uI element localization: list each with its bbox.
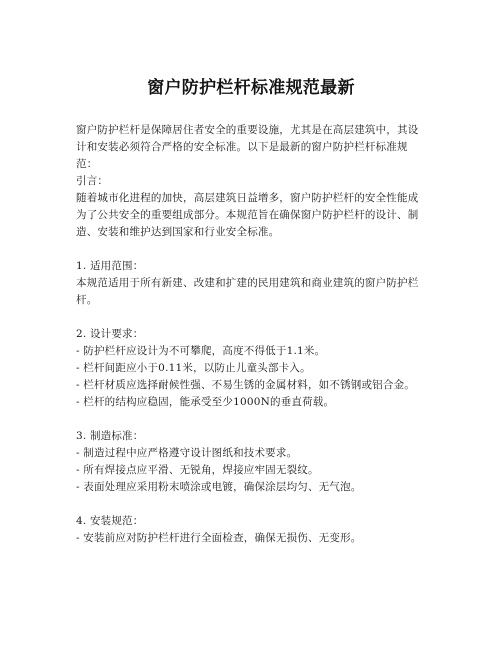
- section-scope: [76, 258, 426, 309]
- section-heading: 3. 制造标准：: [76, 430, 144, 442]
- document-body: [76, 122, 426, 547]
- section-line: - 防护栏杆应设计为不可攀爬，高度不得低于1.1米。: [76, 345, 326, 357]
- section-line: - 栏杆的结构应稳固，能承受至少1000N的垂直荷载。: [76, 396, 335, 408]
- section-line: - 栏杆材质应选择耐候性强、不易生锈的金属材料，如不锈钢或铝合金。: [76, 379, 415, 391]
- section-line: - 栏杆间距应小于0.11米，以防止儿童头部卡入。: [76, 362, 311, 374]
- section-installation: [76, 513, 426, 547]
- section-heading: 1. 适用范围：: [76, 260, 144, 272]
- section-line: - 所有焊接点应平滑、无锐角，焊接应牢固无裂纹。: [76, 464, 319, 476]
- preface-text: 随着城市化进程的加快，高层建筑日益增多，窗户防护栏杆的安全性能成为了公共安全的重要组成部分。本规范旨在确保窗户防护栏杆的设计、制造、安装和维护达到国家和行业安全标准。: [76, 192, 419, 238]
- section-line: 本规范适用于所有新建、改建和扩建的民用建筑和商业建筑的窗户防护栏杆。: [76, 277, 419, 306]
- section-line: - 表面处理应采用粉末喷涂或电镀，确保涂层均匀、无气泡。: [76, 481, 362, 493]
- intro-paragraph: 窗户防护栏杆是保障居住者安全的重要设施，尤其是在高层建筑中，其设计和安装必须符合严格的安全标准。以下是最新的窗户防护栏杆标准规范：: [76, 124, 419, 170]
- section-design: [76, 326, 426, 411]
- section-heading: 2. 设计要求：: [76, 328, 144, 340]
- section-heading: 4. 安装规范：: [76, 515, 144, 527]
- section-line: - 安装前应对防护栏杆进行全面检查，确保无损伤、无变形。: [76, 532, 362, 544]
- section-manufacturing: [76, 428, 426, 496]
- preface-section: [76, 173, 426, 241]
- document-title: 窗户防护栏杆标准规范最新: [147, 78, 355, 98]
- preface-heading: 引言：: [76, 175, 109, 187]
- section-line: - 制造过程中应严格遵守设计图纸和技术要求。: [76, 447, 298, 459]
